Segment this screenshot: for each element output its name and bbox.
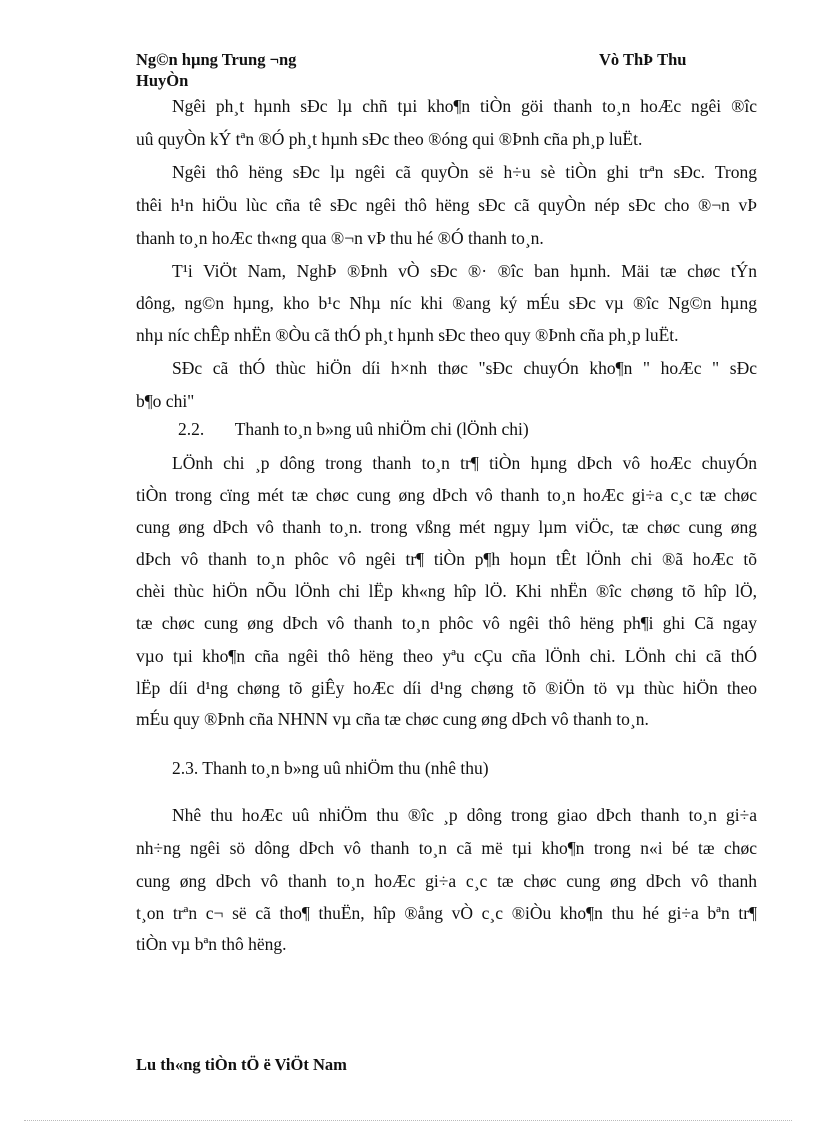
text-line: tiÒn vµ bªn thô hëng. xyxy=(136,934,287,954)
header-bank-name: Ng©n hµng Trung ¬ng xyxy=(136,50,297,69)
text-line: b¶o chi" xyxy=(136,391,195,411)
section-number: 2.2. xyxy=(178,419,205,439)
section-heading-2-3: 2.3. Thanh to¸n b»ng uû nhiÖm thu (nhê thu) xyxy=(172,758,489,778)
text-line: thanh to¸n hoÆc th«ng qua ®¬n vÞ thu hé ®Ó thanh to¸n. xyxy=(136,228,544,248)
text-line: T¹i ViÖt Nam, NghÞ ®Þnh vÒ sÐc ®· ®îc ban hµnh. Mäi tæ chøc tÝn xyxy=(172,261,757,281)
text-line: SÐc cã thÓ thùc hiÖn díi h×nh thøc "sÐc chuyÓn kho¶n " hoÆc " sÐc xyxy=(172,358,757,378)
text-line: Nhê thu hoÆc uû nhiÖm thu ®îc ¸p dông trong giao dÞch thanh to¸n gi÷a xyxy=(172,805,757,825)
text-line: thêi h¹n hiÖu lùc cña tê sÐc ngêi thô hëng sÐc cã quyÒn nép sÐc cho ®¬n vÞ xyxy=(136,195,757,215)
text-line: t¸on trªn c¬ së cã tho¶ thuËn, hîp ®ång vÒ c¸c ®iÒu kho¶n thu hé gi÷a bªn tr¶ xyxy=(136,903,757,923)
text-line: Ngêi thô hëng sÐc lµ ngêi cã quyÒn së h÷u sè tiÒn ghi trªn sÐc. Trong xyxy=(172,162,757,182)
text-line: dông, ng©n hµng, kho b¹c Nhµ níc khi ®ang ký mÉu sÐc vµ ®îc Ng©n hµng xyxy=(136,293,757,313)
text-line: Ngêi ph¸t hµnh sÐc lµ chñ tµi kho¶n tiÒn göi thanh to¸n hoÆc ngêi ®îc xyxy=(172,96,757,116)
text-line: uû quyÒn kÝ tªn ®Ó ph¸t hµnh sÐc theo ®óng qui ®Þnh cña ph¸p luËt. xyxy=(136,129,643,149)
text-line: cung øng dÞch vô thanh to¸n hoÆc gi÷a c¸c tæ chøc cung øng dÞch vô thanh xyxy=(136,871,757,891)
text-line: tiÒn trong cïng mét tæ chøc cung øng dÞch vô thanh to¸n hoÆc gi÷a c¸c tæ chøc xyxy=(136,485,757,505)
text-line: tæ chøc cung øng dÞch vô thanh to¸n phôc vô ngêi thô hëng ph¶i ghi Cã ngay xyxy=(136,613,757,633)
text-line: nhµ níc chÊp nhËn ®Òu cã thÓ ph¸t hµnh sÐc theo quy ®Þnh cña ph¸p luËt. xyxy=(136,325,679,345)
text-line: vµo tµi kho¶n cña ngêi thô hëng theo yªu cÇu cña lÖnh chi. LÖnh chi cã thÓ xyxy=(136,646,757,666)
text-line: dÞch vô thanh to¸n phôc vô ngêi tr¶ tiÒn p¶h hoµn tÊt lÖnh chi ®ã hoÆc tõ xyxy=(136,549,757,569)
header-author-name-cont: HuyÒn xyxy=(136,71,189,90)
page-bottom-divider xyxy=(24,1120,792,1121)
section-heading-2-2 xyxy=(178,418,529,440)
text-line: nh÷ng ngêi sö dông dÞch vô thanh to¸n cã më tµi kho¶n trong n«i bé tæ chøc xyxy=(136,838,757,858)
text-line: mÉu quy ®Þnh cña NHNN vµ cña tæ chøc cung øng dÞch vô thanh to¸n. xyxy=(136,709,649,729)
section-title: Thanh to¸n b»ng uû nhiÖm chi (lÖnh chi) xyxy=(234,419,529,439)
text-line: chèi thùc hiÖn nÕu lÖnh chi lËp kh«ng hîp lÖ. Khi nhËn ®îc chøng tõ hîp lÖ, xyxy=(136,581,757,601)
text-line: LÖnh chi ¸p dông trong thanh to¸n tr¶ tiÒn hµng dÞch vô hoÆc chuyÓn xyxy=(172,453,757,473)
header-author-name: Vò ThÞ Thu xyxy=(599,50,687,69)
text-line: cung øng dÞch vô thanh to¸n. trong vßng mét ngµy lµm viÖc, tæ chøc cung øng xyxy=(136,517,757,537)
text-line: lËp díi d¹ng chøng tõ giÊy hoÆc díi d¹ng chøng tõ ®iÖn tö vµ thùc hiÖn theo xyxy=(136,678,757,698)
footer-title: Lu th«ng tiÒn tÖ ë ViÖt Nam xyxy=(136,1055,347,1074)
